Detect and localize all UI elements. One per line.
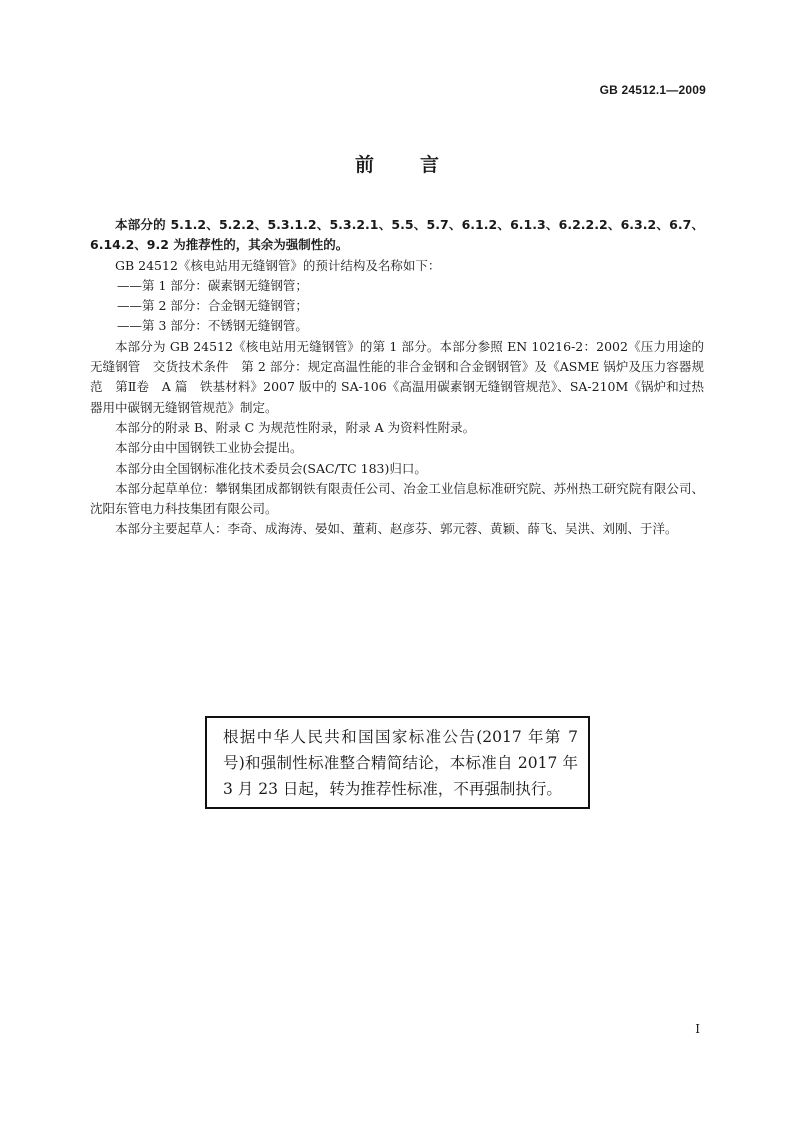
part-list-item: ——第 2 部分：合金钢无缝钢管； [117,298,308,314]
reference-paragraph: 本部分为 GB 24512《核电站用无缝钢管》的第 1 部分。本部分参照 EN 10216-2：2002《压力用途的无缝钢管 交货技术条件 第 2 部分：规定高温性能的非合金钢和合金钢钢管》及《ASME 锅炉及压力容器规范 第Ⅱ卷 A 篇 铁基材料》2007 版中的 SA-106《高温用碳素钢无缝钢管规范》、SA-210M《锅炉和过热器用中碳钢无缝钢管规范》制定。 [90,338,704,415]
proposer-paragraph: 本部分由中国钢铁工业协会提出。 [115,440,303,456]
recommended-clauses-paragraph: 本部分的 5.1.2、5.2.2、5.3.1.2、5.3.2.1、5.5、5.7、6.1.2、6.1.3、6.2.2.2、6.3.2、6.7、6.14.2、9.2 为推荐性的，其余为强制性的。 [90,217,704,253]
page-number: I [695,1022,700,1036]
drafting-units-paragraph: 本部分起草单位：攀钢集团成都钢铁有限责任公司、冶金工业信息标准研究院、苏州热工研究院有限公司、沈阳东管电力科技集团有限公司。 [90,480,704,517]
foreword-body [90,215,704,540]
standard-number: GB 24512.1—2009 [599,83,706,97]
part-list-item: ——第 3 部分：不锈钢无缝钢管。 [117,318,308,334]
title-char-2: 言 [420,154,440,176]
structure-intro-paragraph: GB 24512《核电站用无缝钢管》的预计结构及名称如下： [115,257,441,273]
drafters-paragraph: 本部分主要起草人：李奇、成海涛、晏如、董莉、赵彦芬、郭元蓉、黄颖、薛飞、吴洪、刘刚、于洋。 [115,521,678,537]
page-title [0,150,794,177]
conversion-notice-box: 根据中华人民共和国国家标准公告(2017 年第 7 号)和强制性标准整合精简结论，本标准自 2017 年 3 月 23 日起，转为推荐性标准，不再强制执行。 [205,716,590,809]
part-list-item: ——第 1 部分：碳素钢无缝钢管； [117,277,308,293]
committee-paragraph: 本部分由全国钢标准化技术委员会(SAC/TC 183)归口。 [115,460,427,476]
appendix-paragraph: 本部分的附录 B、附录 C 为规范性附录，附录 A 为资料性附录。 [115,419,476,435]
title-char-1: 前 [354,154,374,176]
